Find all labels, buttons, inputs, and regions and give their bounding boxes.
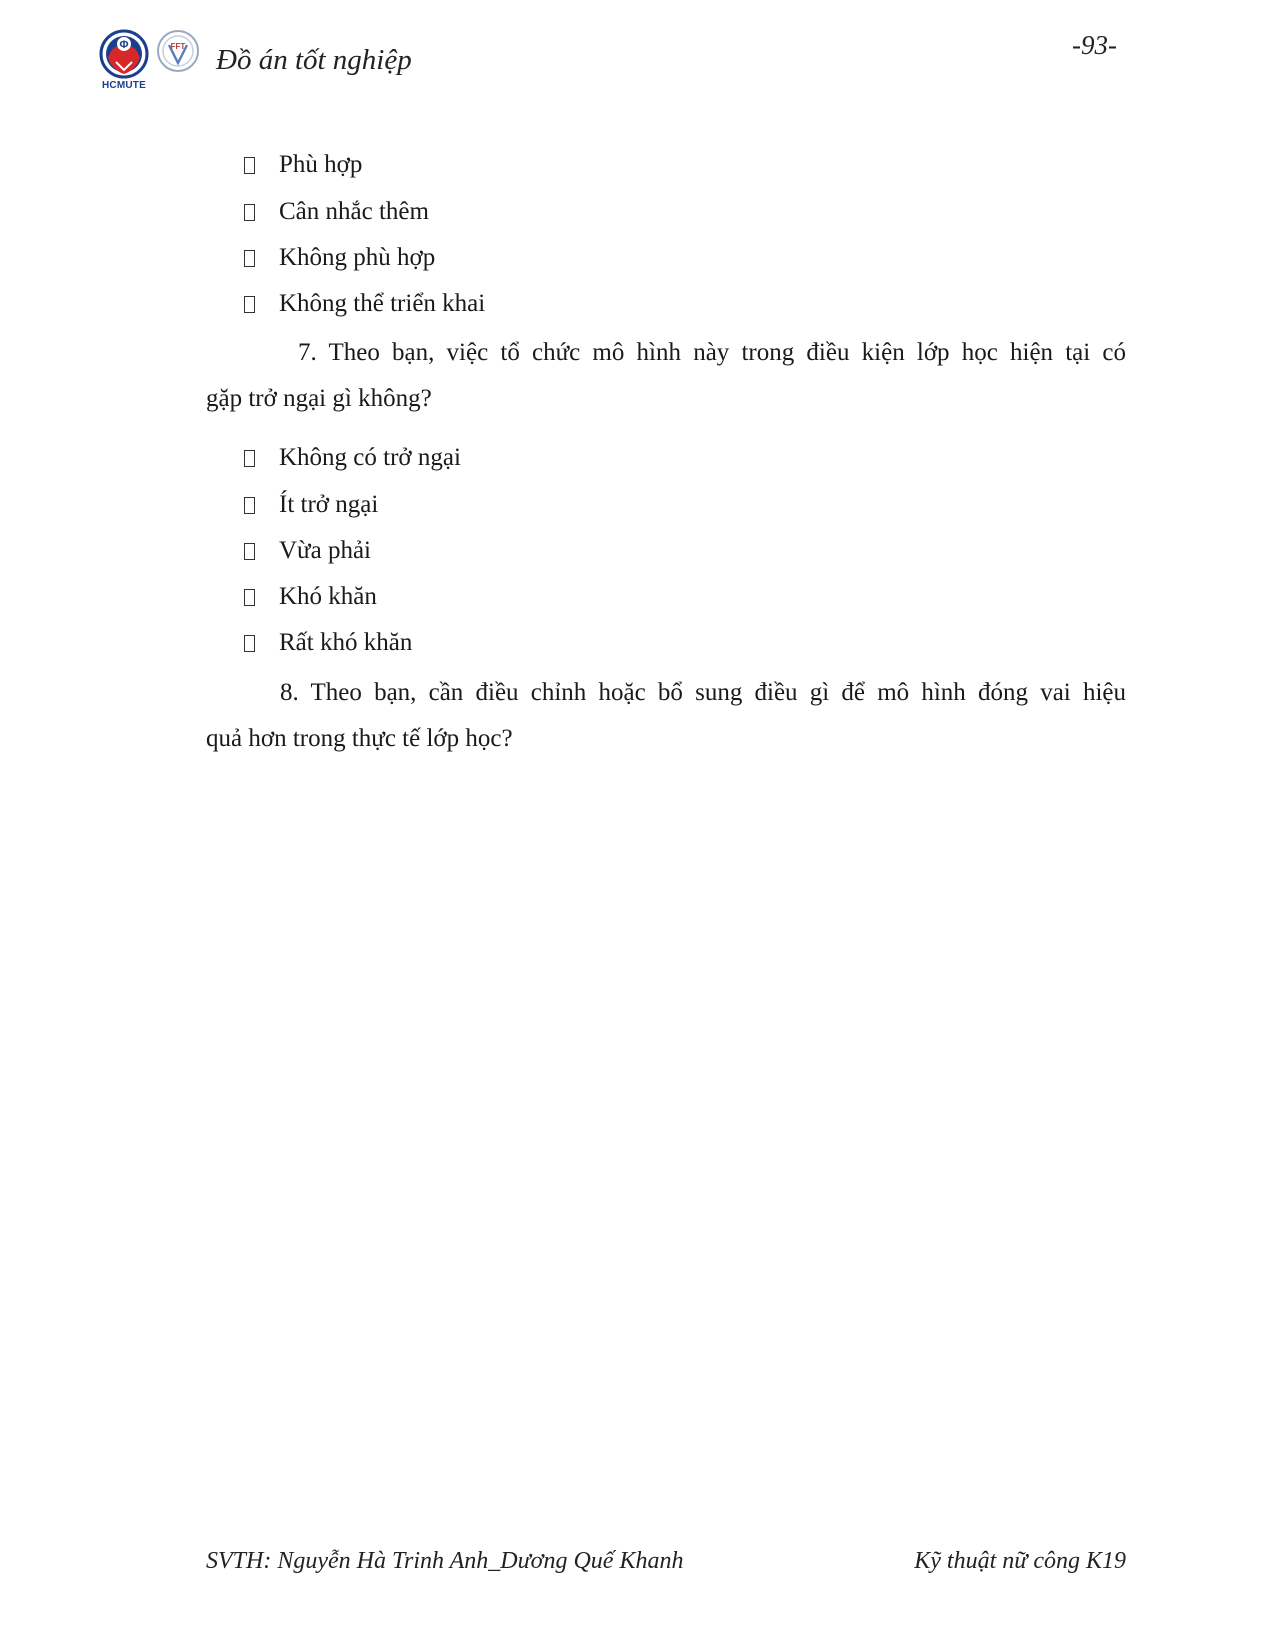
footer-students: SVTH: Nguyễn Hà Trinh Anh_Dương Quế Khanh	[206, 1548, 684, 1574]
checkbox-icon[interactable]	[244, 250, 255, 267]
option-label: Ít trở ngại	[279, 491, 379, 518]
checkbox-icon[interactable]	[244, 204, 255, 221]
checkbox-icon[interactable]	[244, 157, 255, 174]
option-khong-the-trien-khai[interactable]	[244, 289, 485, 319]
question-8	[206, 670, 1126, 762]
option-label: Cân nhắc thêm	[279, 198, 429, 225]
option-label: Rất khó khăn	[279, 629, 413, 656]
svg-text:Φ: Φ	[119, 39, 129, 51]
option-rat-kho-khan[interactable]	[244, 628, 412, 658]
option-label: Không có trở ngại	[279, 444, 461, 471]
question-7-line-2: gặp trở ngại gì không?	[206, 385, 432, 412]
option-label: Không phù hợp	[279, 244, 436, 271]
question-7	[206, 330, 1126, 422]
option-khong-co-tro-ngai[interactable]	[244, 443, 461, 473]
option-can-nhac-them[interactable]	[244, 197, 429, 227]
option-phu-hop[interactable]	[244, 150, 362, 180]
checkbox-icon[interactable]	[244, 635, 255, 652]
option-it-tro-ngai[interactable]	[244, 490, 378, 520]
option-vua-phai[interactable]	[244, 536, 371, 566]
option-label: Khó khăn	[279, 583, 377, 610]
checkbox-icon[interactable]	[244, 543, 255, 560]
option-kho-khan[interactable]	[244, 582, 377, 612]
document-title: Đồ án tốt nghiệp	[216, 44, 412, 76]
checkbox-icon[interactable]	[244, 296, 255, 313]
option-label: Vừa phải	[279, 537, 371, 564]
question-8-line-1: 8. Theo bạn, cần điều chỉnh hoặc bổ sung điều gì để mô hình đóng vai hiệu	[280, 679, 1126, 706]
hcmute-logo-label: HCMUTE	[102, 80, 146, 91]
footer-program: Kỹ thuật nữ công K19	[914, 1548, 1126, 1574]
fft-logo-icon	[156, 29, 200, 73]
checkbox-icon[interactable]	[244, 589, 255, 606]
checkbox-icon[interactable]	[244, 450, 255, 467]
option-label: Phù hợp	[279, 151, 363, 178]
page-number: -93-	[1072, 30, 1117, 60]
option-label: Không thể triển khai	[279, 290, 486, 317]
page-header	[0, 0, 1275, 110]
fft-logo-text: FFT	[170, 42, 186, 51]
checkbox-icon[interactable]	[244, 497, 255, 514]
question-7-line-1: 7. Theo bạn, việc tổ chức mô hình này trong điều kiện lớp học hiện tại có	[298, 339, 1126, 366]
question-8-line-2: quả hơn trong thực tế lớp học?	[206, 725, 513, 752]
option-khong-phu-hop[interactable]	[244, 243, 435, 273]
